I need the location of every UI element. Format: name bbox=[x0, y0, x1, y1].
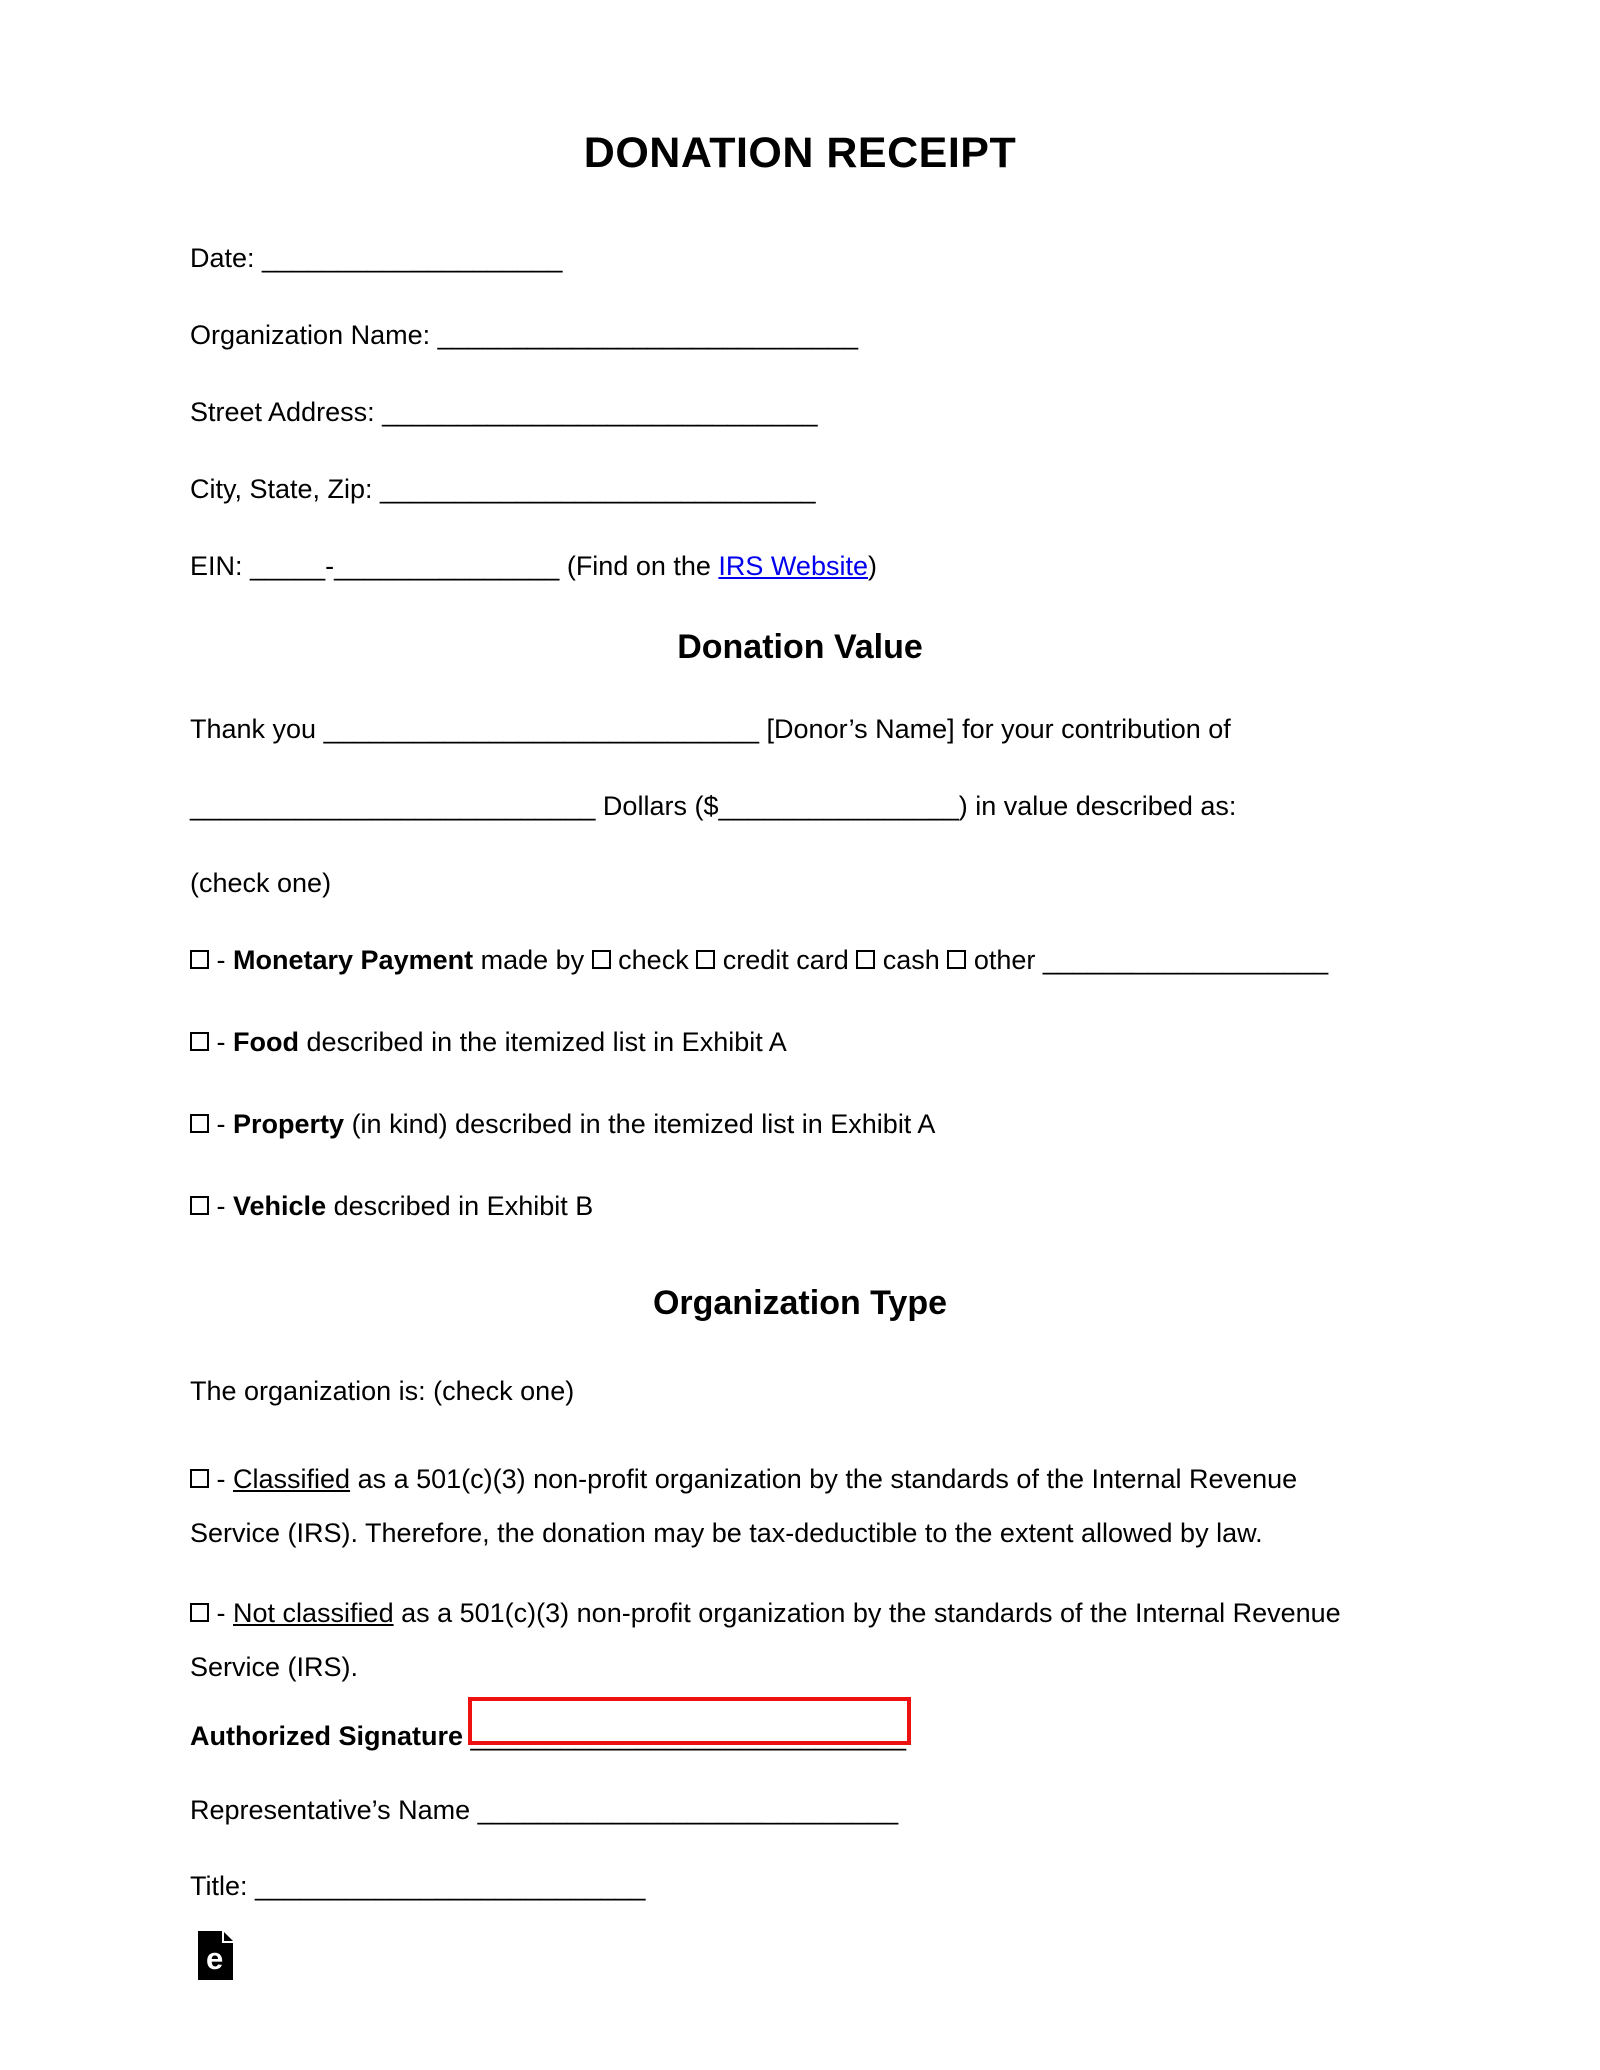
eforms-logo bbox=[198, 1931, 233, 1980]
option-dash: - bbox=[216, 1027, 234, 1057]
organization-name-field bbox=[190, 319, 1410, 352]
vehicle-description: described in Exhibit B bbox=[326, 1191, 594, 1221]
organization-is-text: The organization is: (check one) bbox=[190, 1376, 575, 1406]
check-one-text: (check one) bbox=[190, 868, 332, 898]
option-dash: - bbox=[216, 1109, 234, 1139]
signature-underscore-line: _____________________________ bbox=[470, 1721, 906, 1751]
page-title: DONATION RECEIPT bbox=[583, 129, 1017, 177]
monetary-payment-label: Monetary Payment bbox=[233, 945, 474, 975]
authorized-signature-field bbox=[190, 1720, 1410, 1753]
thank-you-line bbox=[190, 713, 1410, 746]
made-by-text: made by bbox=[473, 945, 592, 975]
option-dash: - bbox=[216, 1464, 234, 1494]
city-state-zip-field bbox=[190, 473, 1410, 506]
city-state-zip-label-and-line: City, State, Zip: _____________________________ bbox=[190, 474, 816, 504]
property-checkbox[interactable] bbox=[190, 1114, 209, 1133]
authorized-signature-line bbox=[471, 1720, 906, 1753]
option-dash: - bbox=[216, 1598, 234, 1628]
date-label-and-line: Date: ____________________ bbox=[190, 243, 563, 273]
classified-checkbox[interactable] bbox=[190, 1469, 209, 1488]
organization-name-label-and-line: Organization Name: ____________________________ bbox=[190, 320, 859, 350]
street-address-label-and-line: Street Address: _____________________________ bbox=[190, 397, 818, 427]
amount-line bbox=[190, 790, 1410, 823]
food-option bbox=[190, 1026, 1410, 1059]
logo-letter: e bbox=[206, 1941, 224, 1976]
check-one-note bbox=[190, 867, 1410, 900]
property-option bbox=[190, 1108, 1410, 1141]
street-address-field bbox=[190, 396, 1410, 429]
food-description: described in the itemized list in Exhibit A bbox=[299, 1027, 787, 1057]
organization-type-heading: Organization Type bbox=[652, 1284, 948, 1322]
signature-highlight-box[interactable] bbox=[468, 1697, 911, 1745]
option-dash: - bbox=[216, 1191, 234, 1221]
irs-website-link[interactable]: IRS Website bbox=[718, 551, 868, 581]
authorized-signature-label: Authorized Signature bbox=[190, 1721, 471, 1751]
food-checkbox[interactable] bbox=[190, 1032, 209, 1051]
ein-field bbox=[190, 550, 1410, 583]
vehicle-option bbox=[190, 1190, 1410, 1223]
ein-label-and-line: EIN: _____-_______________ (Find on the bbox=[190, 551, 719, 581]
check-text: check bbox=[610, 945, 697, 975]
cash-checkbox[interactable] bbox=[856, 950, 875, 969]
food-label: Food bbox=[233, 1027, 299, 1057]
classified-label: Classified bbox=[233, 1464, 351, 1494]
not-classified-description: as a 501(c)(3) non-profit organization by the standards of the Internal Revenue Service (IRS). bbox=[190, 1598, 1341, 1682]
representative-name-label-and-line: Representative’s Name ____________________________ bbox=[190, 1795, 899, 1825]
vehicle-checkbox[interactable] bbox=[190, 1196, 209, 1215]
donation-value-heading: Donation Value bbox=[677, 628, 923, 666]
cash-text: cash bbox=[875, 945, 948, 975]
representative-name-field bbox=[190, 1794, 1410, 1827]
check-checkbox[interactable] bbox=[592, 950, 611, 969]
other-checkbox[interactable] bbox=[947, 950, 966, 969]
thank-you-text: Thank you _____________________________ [Donor’s Name] for your contribution of bbox=[190, 714, 1231, 744]
ein-closing-paren: ) bbox=[867, 551, 877, 581]
property-label: Property bbox=[233, 1109, 345, 1139]
classified-option bbox=[190, 1452, 1385, 1560]
property-description: (in kind) described in the itemized list in Exhibit A bbox=[344, 1109, 936, 1139]
option-dash: - bbox=[216, 945, 234, 975]
organization-is-note bbox=[190, 1375, 1410, 1408]
not-classified-checkbox[interactable] bbox=[190, 1603, 209, 1622]
title-field bbox=[190, 1870, 1410, 1903]
title-label-and-line: Title: __________________________ bbox=[190, 1871, 646, 1901]
monetary-payment-checkbox[interactable] bbox=[190, 950, 209, 969]
monetary-payment-option bbox=[190, 944, 1410, 977]
not-classified-option bbox=[190, 1586, 1385, 1694]
not-classified-label: Not classified bbox=[233, 1598, 394, 1628]
other-text-and-line: other ___________________ bbox=[966, 945, 1329, 975]
credit-card-checkbox[interactable] bbox=[696, 950, 715, 969]
credit-card-text: credit card bbox=[715, 945, 857, 975]
classified-description: as a 501(c)(3) non-profit organization by the standards of the Internal Revenue Service (IRS). Therefore, the donation may be tax-deductible to the extent allowed by law. bbox=[190, 1464, 1298, 1548]
amount-text: ___________________________ Dollars ($________________) in value described as: bbox=[190, 791, 1237, 821]
vehicle-label: Vehicle bbox=[233, 1191, 327, 1221]
footer-branding bbox=[198, 1931, 1410, 1980]
date-field bbox=[190, 242, 1410, 275]
folded-corner-icon bbox=[224, 1932, 233, 1941]
